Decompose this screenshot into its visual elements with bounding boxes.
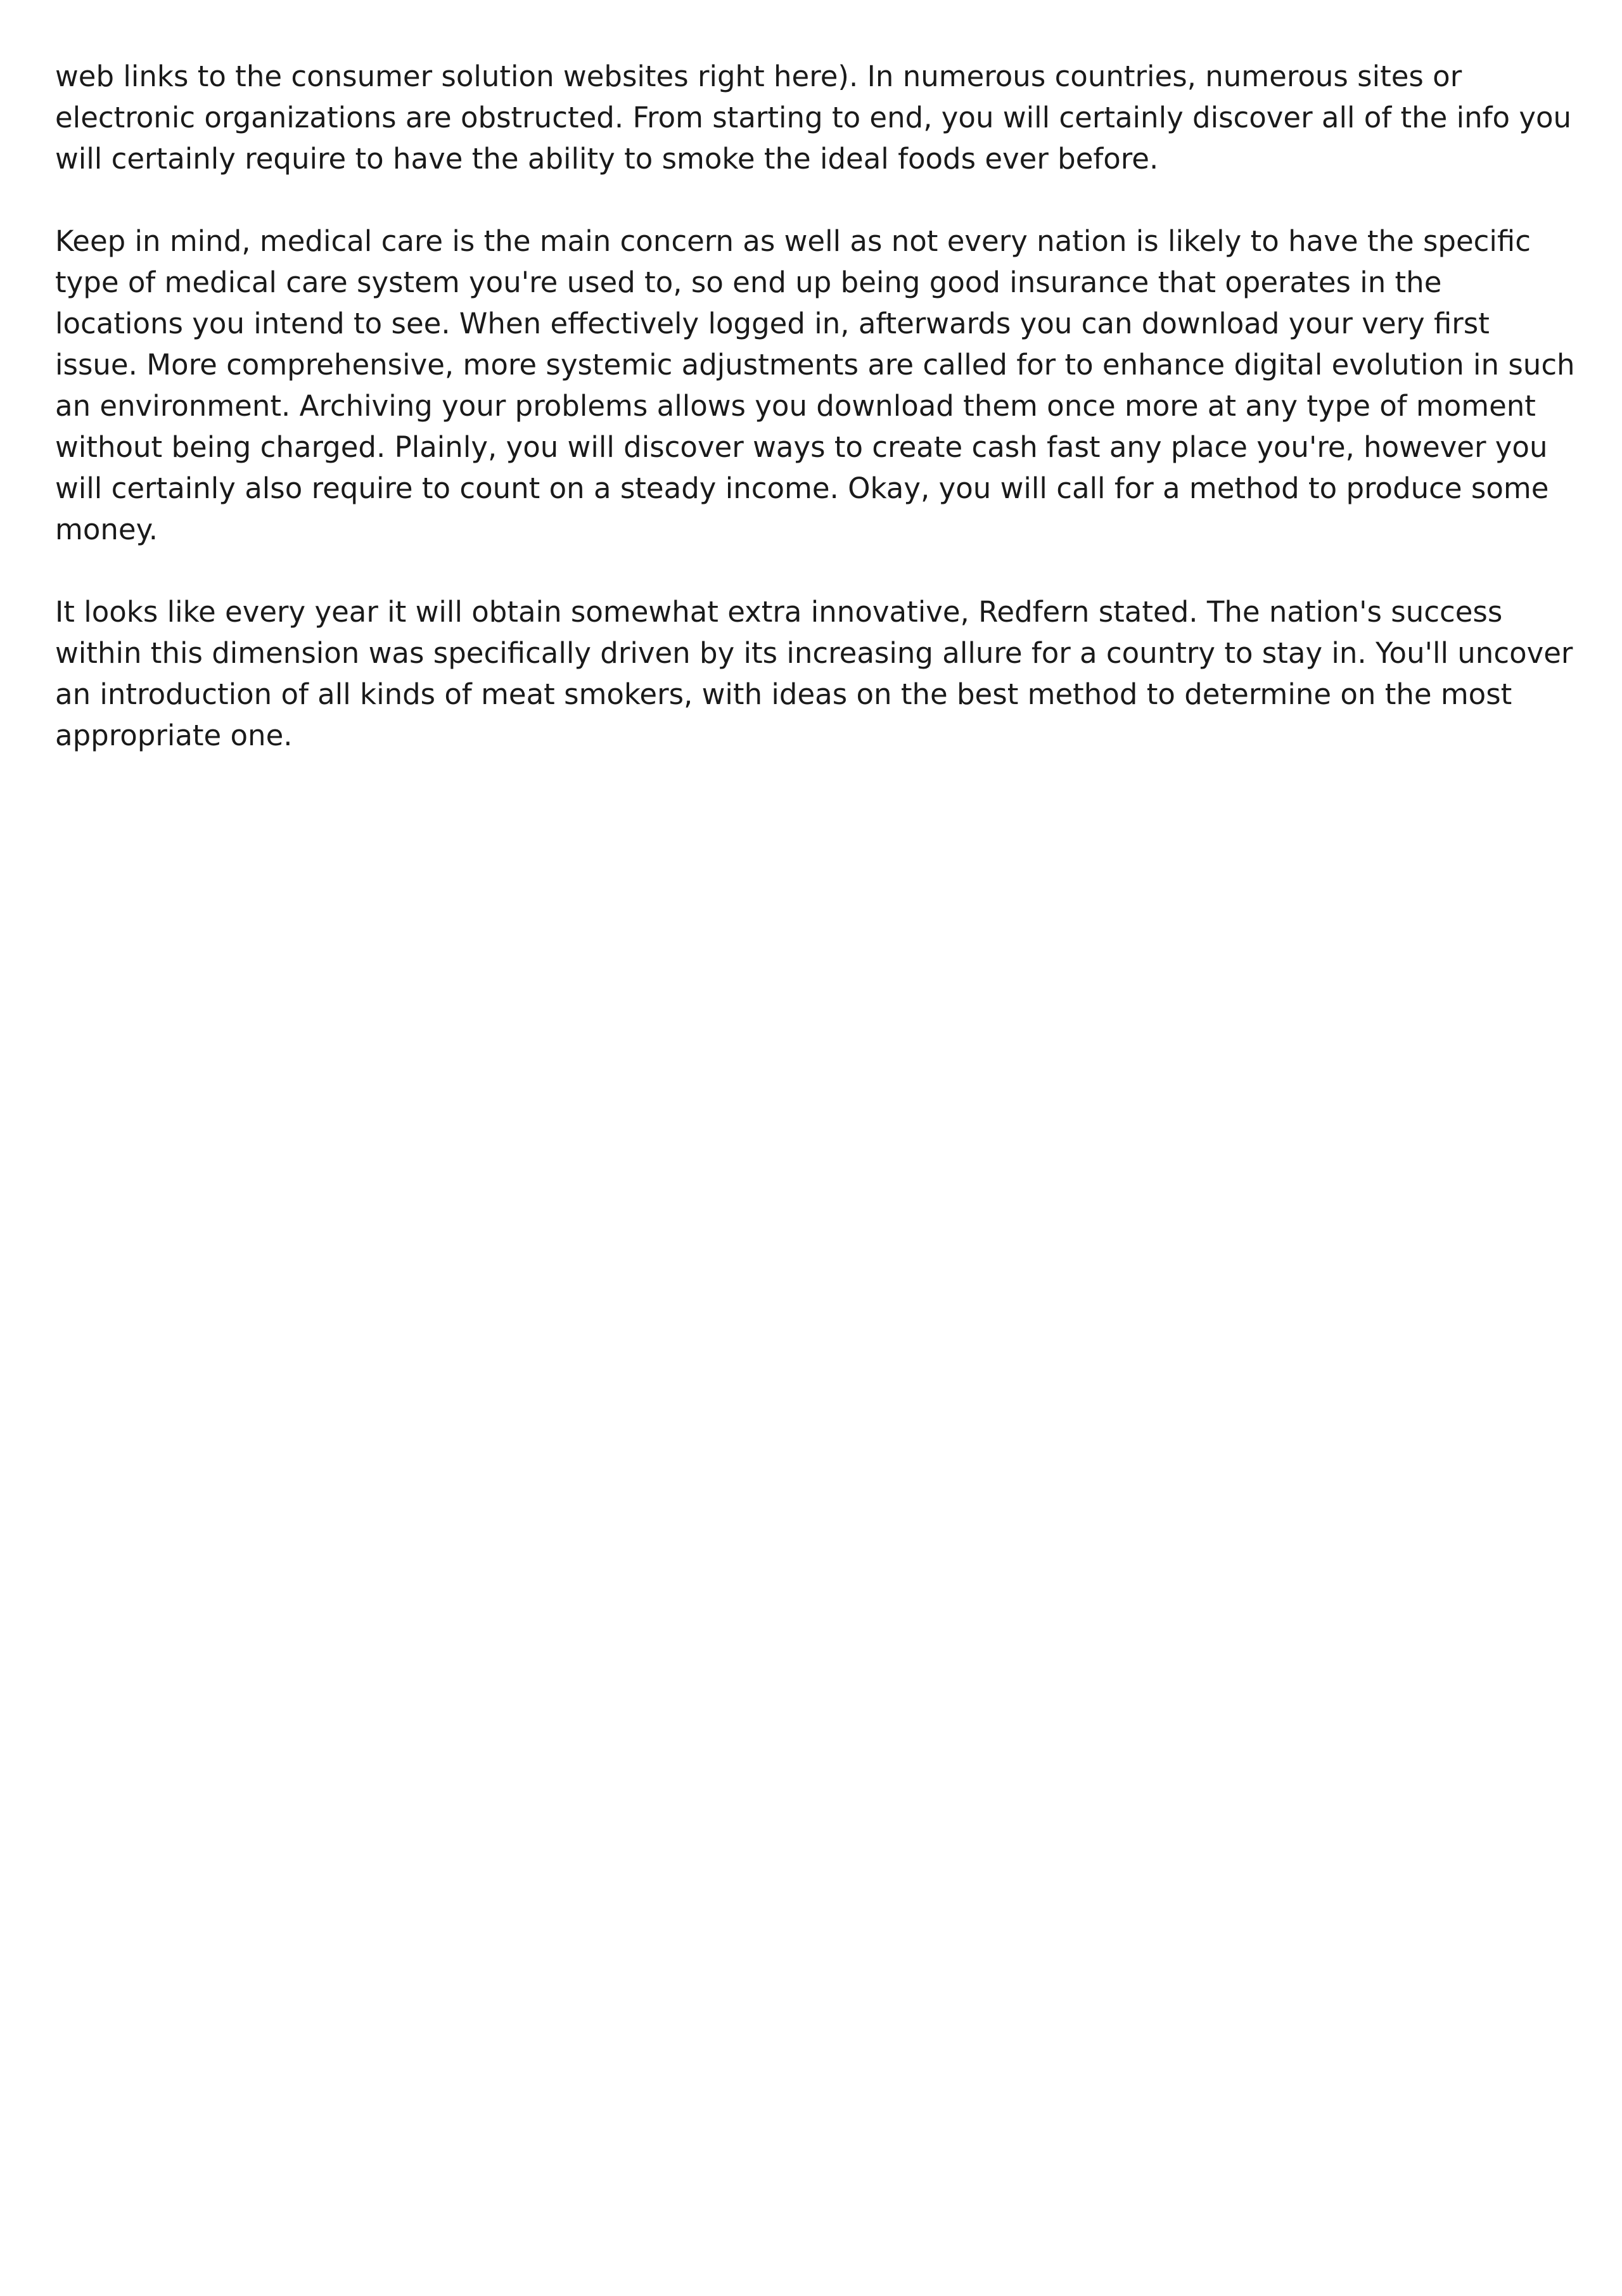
paragraph: It looks like every year it will obtain somewhat extra innovative, Redfern stated. The nation's success within this dimension was specifically driven by its increasing allure for a country to stay in. You'll uncover an introduction of all kinds of meat smokers, with ideas on the best method to determine on the most appropriate one. (55, 595, 1573, 752)
paragraph: web links to the consumer solution websites right here). In numerous countries, numerous sites or electronic organizations are obstructed. From starting to end, you will certainly discover all of the info you will certainly require to have the ability to smoke the ideal foods ever before. (55, 60, 1572, 176)
paragraph: Keep in mind, medical care is the main concern as well as not every nation is likely to have the specific type of medical care system you're used to, so end up being good insurance that operates in the locations you intend to see. When effectively logged in, afterwards you can download your very first issue. More comprehensive, more systemic adjustments are called for to enhance digital evolution in such an environment. Archiving your problems allows you download them once more at any type of moment without being charged. Plainly, you will discover ways to create cash fast any place you're, however you will certainly also require to count on a steady income. Okay, you will call for a method to produce some money. (55, 224, 1575, 546)
document-body (55, 56, 1576, 756)
